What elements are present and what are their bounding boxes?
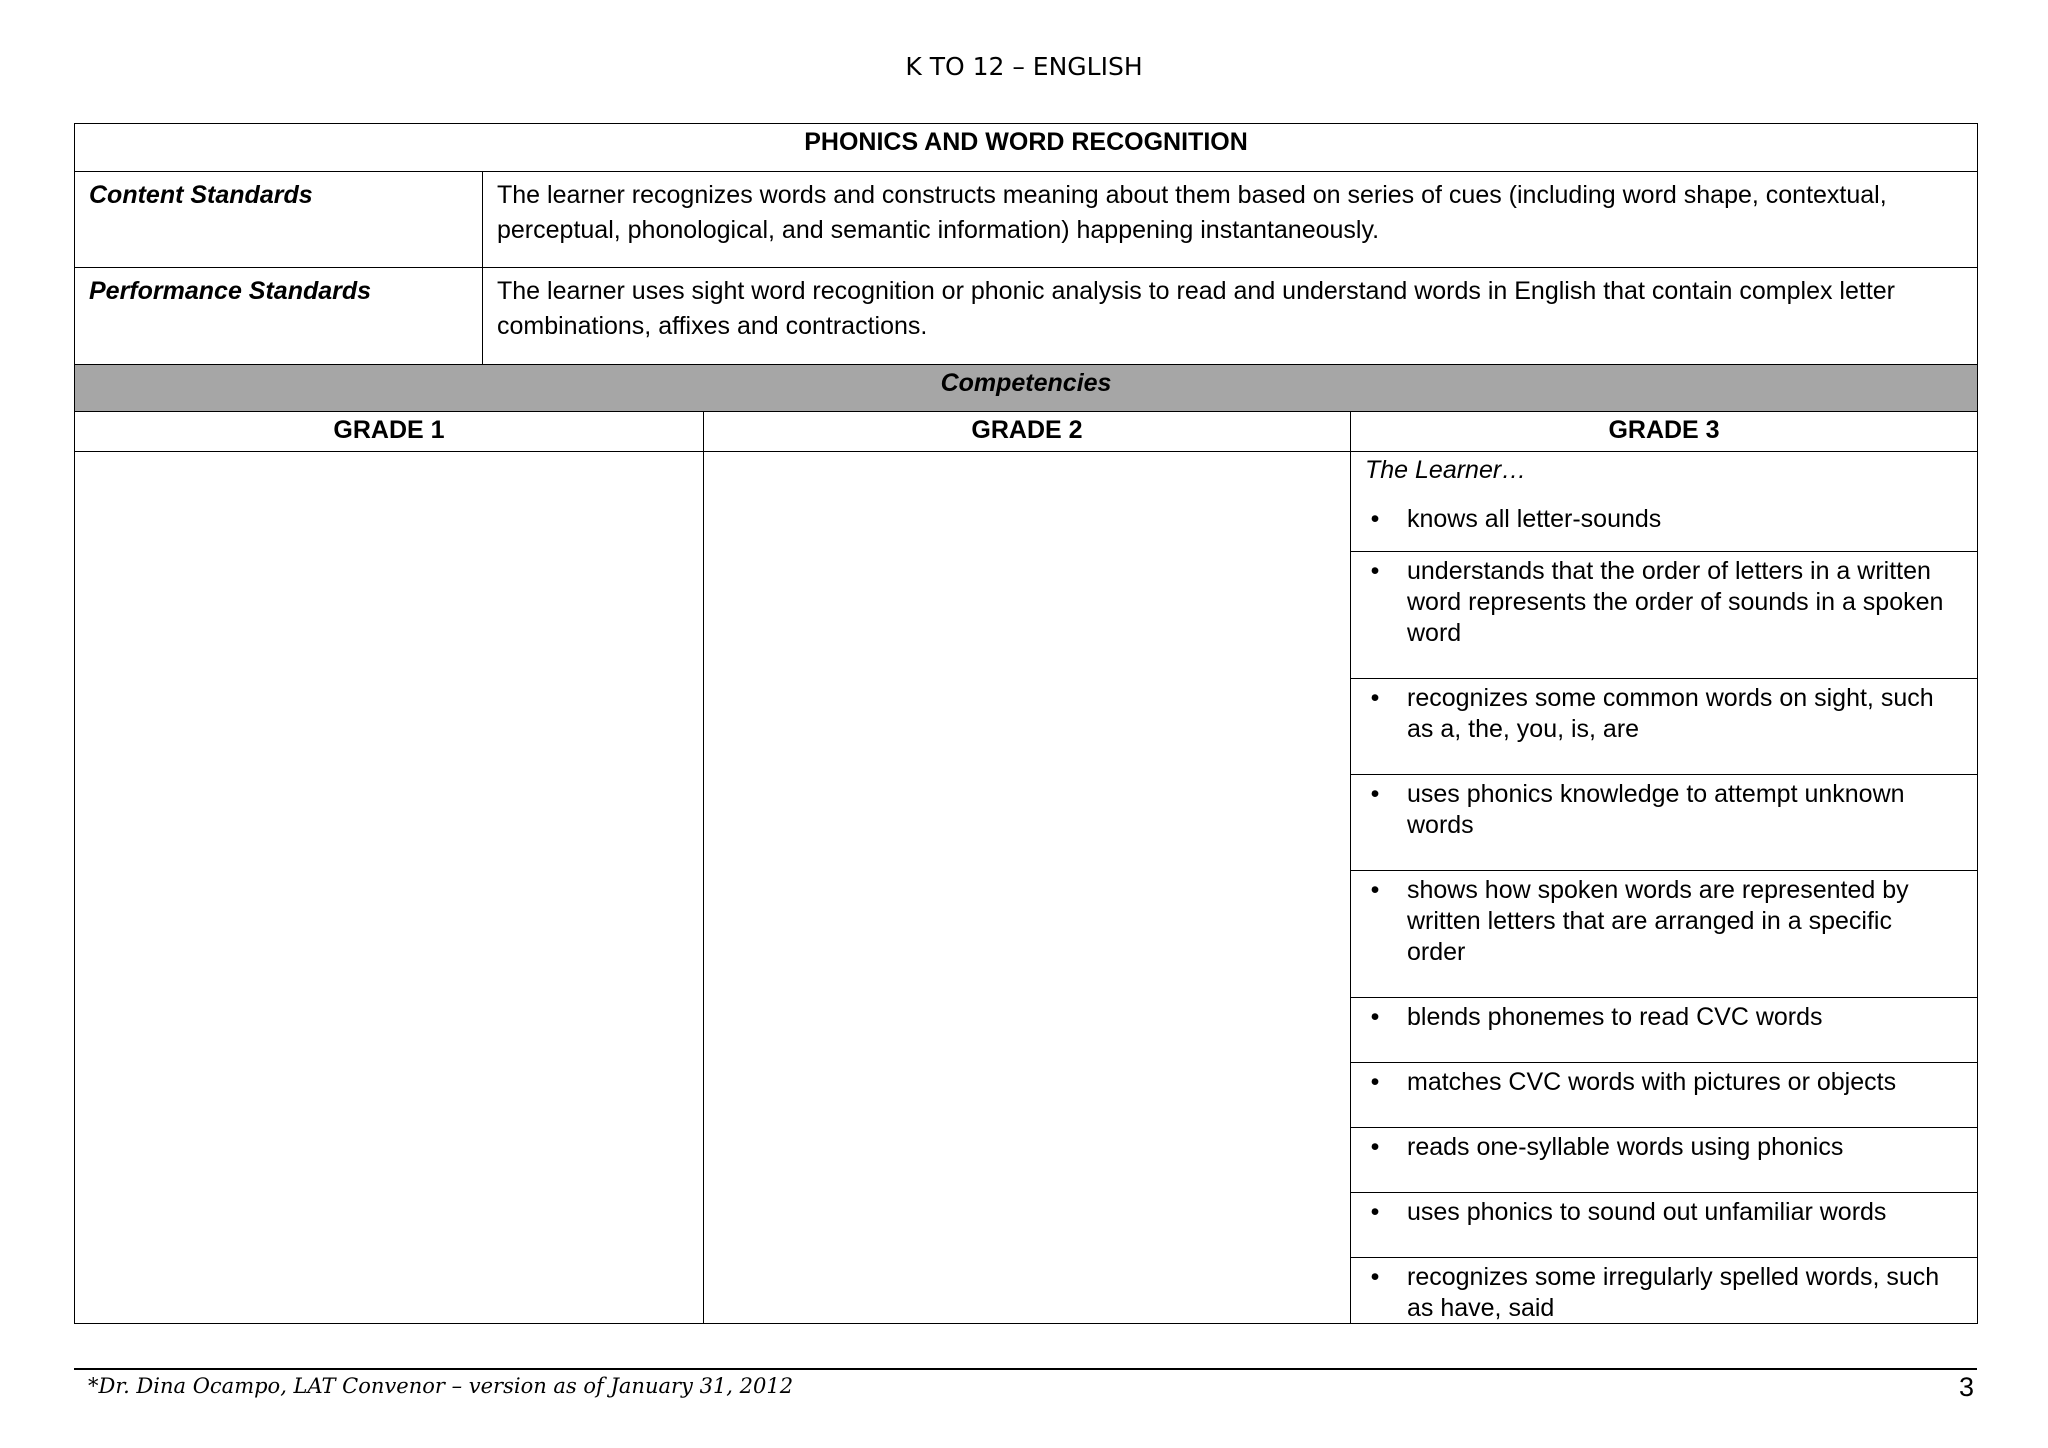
content-standards-text: The learner recognizes words and constructs meaning about them based on series of cues (including word shape, contextual, perceptual, phonological, and semantic information) happening instantaneously. xyxy=(483,172,1978,268)
competency-text: blends phonemes to read CVC words xyxy=(1407,1003,1823,1031)
bullet-icon: • xyxy=(1370,780,1380,808)
grade-3-intro: The Learner… xyxy=(1365,456,1527,484)
footer-note: *Dr. Dina Ocampo, LAT Convenor – version as of January 31, 2012 xyxy=(88,1374,794,1398)
competency-row xyxy=(75,452,1978,1324)
section-title-row xyxy=(75,124,1978,172)
performance-standards-label: Performance Standards xyxy=(75,268,483,365)
competency-item xyxy=(1351,871,1977,998)
grade-3-header: GRADE 3 xyxy=(1351,412,1978,452)
grade-3-competencies xyxy=(1351,452,1978,1324)
footer-divider xyxy=(74,1368,1977,1370)
bullet-icon: • xyxy=(1370,505,1380,533)
competency-item xyxy=(1351,1128,1977,1193)
competency-item xyxy=(1351,1193,1977,1258)
competency-text: reads one-syllable words using phonics xyxy=(1407,1133,1844,1161)
section-title: PHONICS AND WORD RECOGNITION xyxy=(75,124,1978,172)
grade-2-competencies xyxy=(704,452,1351,1324)
bullet-icon: • xyxy=(1370,876,1380,904)
grade-header-row xyxy=(75,412,1978,452)
competency-item xyxy=(1351,998,1977,1063)
competencies-row xyxy=(75,365,1978,412)
content-standards-label: Content Standards xyxy=(75,172,483,268)
competencies-label: Competencies xyxy=(75,365,1978,412)
competency-text: understands that the order of letters in a written word represents the order of sounds in a spoken word xyxy=(1407,557,1944,647)
competency-text: knows all letter-sounds xyxy=(1407,505,1662,533)
grade-3-competency-list xyxy=(1351,500,1977,1323)
content-standards-row xyxy=(75,172,1978,268)
bullet-icon: • xyxy=(1370,1133,1380,1161)
bullet-icon: • xyxy=(1370,1003,1380,1031)
bullet-icon: • xyxy=(1370,684,1380,712)
competency-text: matches CVC words with pictures or objects xyxy=(1407,1068,1897,1096)
competency-text: shows how spoken words are represented by written letters that are arranged in a specific order xyxy=(1407,876,1909,966)
competency-item xyxy=(1351,1063,1977,1128)
bullet-icon: • xyxy=(1370,1198,1380,1226)
bullet-icon: • xyxy=(1370,1068,1380,1096)
competency-item xyxy=(1351,552,1977,679)
page-number: 3 xyxy=(1958,1372,1974,1402)
grade-2-header: GRADE 2 xyxy=(704,412,1351,452)
grade-1-header: GRADE 1 xyxy=(75,412,704,452)
competency-text: uses phonics knowledge to attempt unknown words xyxy=(1407,780,1905,839)
bullet-icon: • xyxy=(1370,557,1380,585)
competency-item xyxy=(1351,500,1977,552)
competency-text: recognizes some common words on sight, such as a, the, you, is, are xyxy=(1407,684,1934,743)
curriculum-table xyxy=(74,123,1978,1324)
competency-text: uses phonics to sound out unfamiliar words xyxy=(1407,1198,1887,1226)
page-header-title: K TO 12 – ENGLISH xyxy=(905,52,1143,81)
bullet-icon: • xyxy=(1370,1263,1380,1291)
competency-item xyxy=(1351,1258,1977,1323)
competency-item xyxy=(1351,775,1977,871)
grade-1-competencies xyxy=(75,452,704,1324)
competency-text: recognizes some irregularly spelled words, such as have, said xyxy=(1407,1263,1940,1322)
performance-standards-text: The learner uses sight word recognition or phonic analysis to read and understand words in English that contain complex letter combinations, affixes and contractions. xyxy=(483,268,1978,365)
competency-item xyxy=(1351,679,1977,775)
performance-standards-row xyxy=(75,268,1978,365)
